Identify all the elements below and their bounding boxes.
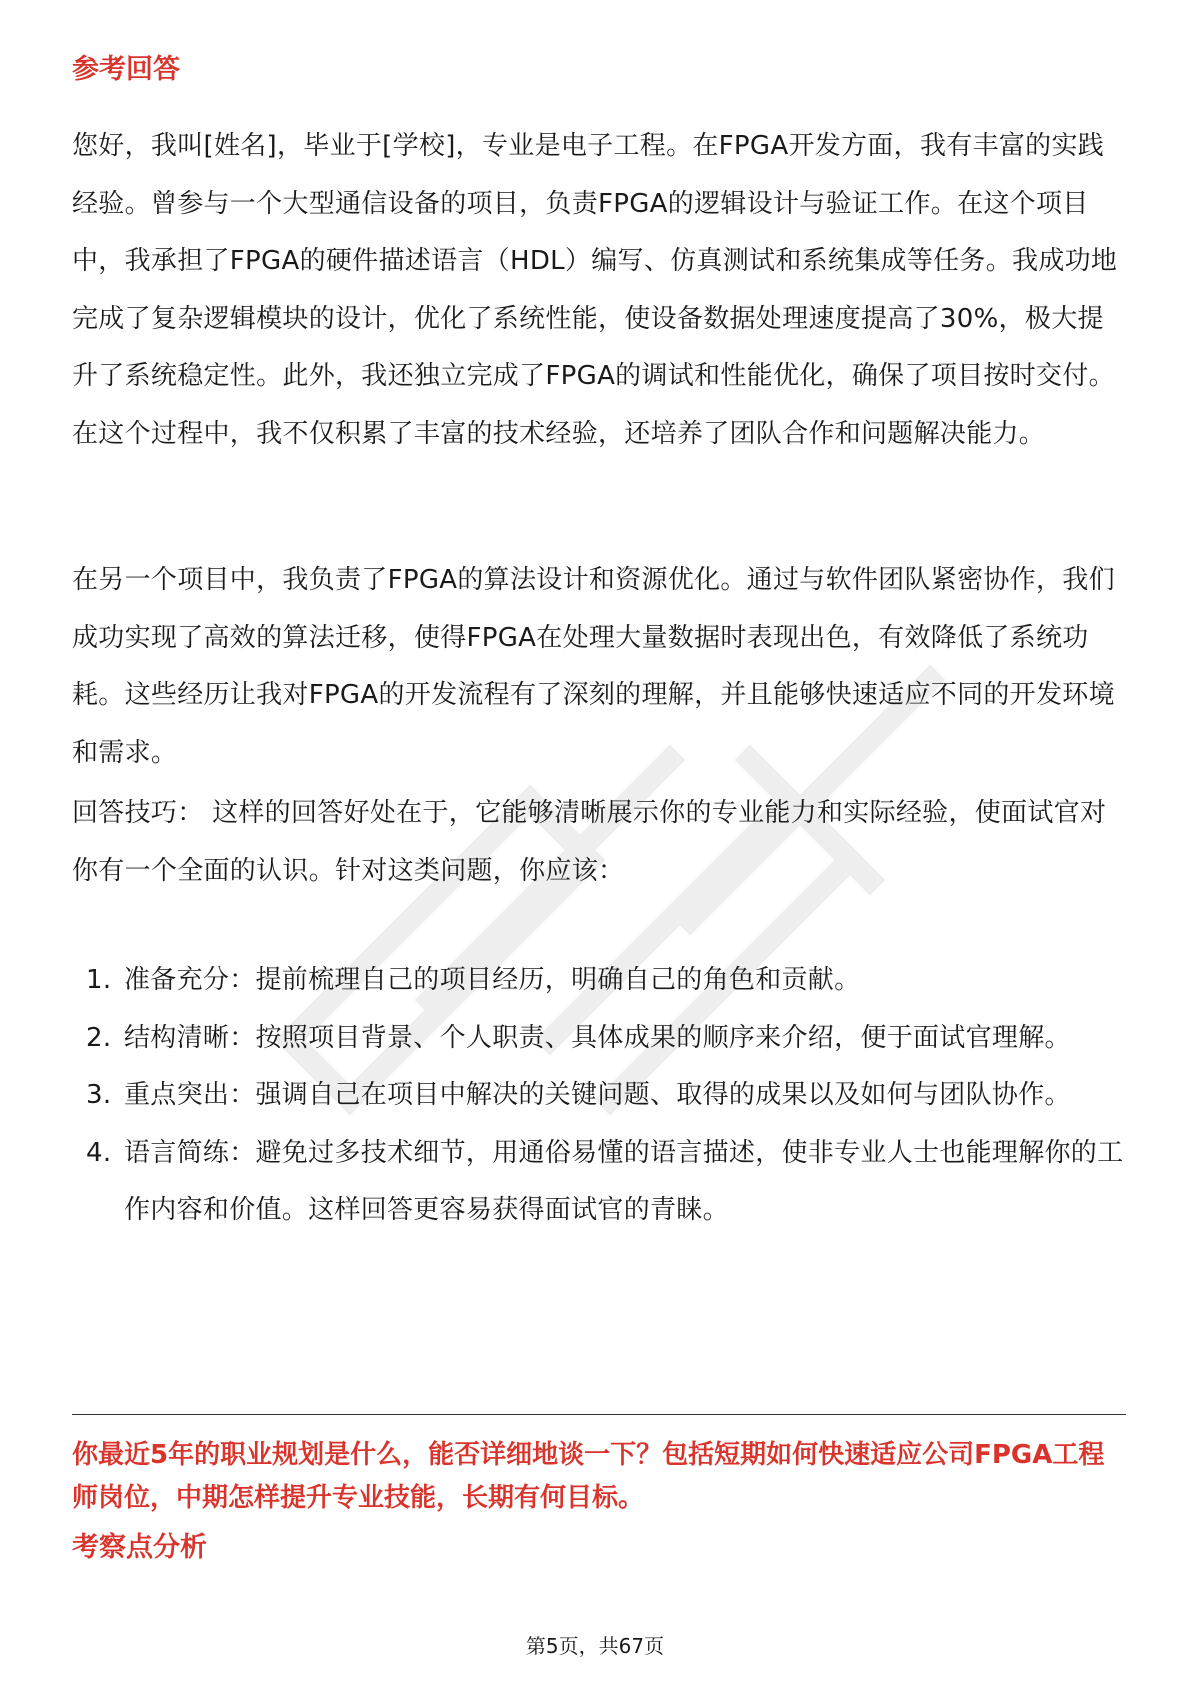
tip-text: 准备充分：提前梳理自己的项目经历，明确自己的角色和贡献。 — [124, 965, 861, 995]
section-divider — [72, 1414, 1126, 1415]
answer-paragraph-1: 您好，我叫[姓名]，毕业于[学校]，专业是电子工程。在FPGA开发方面，我有丰富的实践经验。曾参与一个大型通信设备的项目，负责FPGA的逻辑设计与验证工作。在这个项目中，我承担了FPGA的硬件描述语言（HDL）编写、仿真测试和系统集成等任务。我成功地完成了复杂逻辑模块的设计，优化了系统性能，使设备数据处理速度提高了30%，极大提升了系统稳定性。此外，我还独立完成了FPGA的调试和性能优化，确保了项目按时交付。在这个过程中，我不仅积累了丰富的技术经验，还培养了团队合作和问题解决能力。 — [72, 131, 1118, 449]
tip-text: 语言简练：避免过多技术细节，用通俗易懂的语言描述，使非专业人士也能理解你的工作内容和价值。这样回答更容易获得面试官的青睐。 — [124, 1137, 1124, 1225]
tip-number: 3. — [86, 1080, 112, 1110]
analysis-heading: 考察点分析 — [72, 1532, 207, 1563]
tips-list — [72, 952, 1126, 1240]
tip-number: 2. — [86, 1022, 112, 1053]
next-question: 你最近5年的职业规划是什么，能否详细地谈一下？包括短期如何快速适应公司FPGA工程师岗位，中期怎样提升专业技能，长期有何目标。 — [72, 1440, 1105, 1513]
tip-text: 结构清晰：按照项目背景、个人职责、具体成果的顺序来介绍，便于面试官理解。 — [124, 1022, 1071, 1053]
answer-tips-intro: 回答技巧： 这样的回答好处在于，它能够清晰展示你的专业能力和实际经验，使面试官对你有一个全面的认识。针对这类问题，你应该： — [72, 798, 1107, 886]
reference-answer-heading: 参考回答 — [72, 54, 180, 85]
tip-number: 4. — [86, 1137, 112, 1168]
tip-item — [72, 1125, 1126, 1240]
tip-number: 1. — [86, 965, 112, 995]
page-footer: 第5页，共67页 — [525, 1634, 665, 1658]
tip-item — [72, 1010, 1126, 1068]
tip-item — [72, 952, 1126, 1010]
document-page — [72, 0, 1126, 1684]
tip-text: 重点突出：强调自己在项目中解决的关键问题、取得的成果以及如何与团队协作。 — [124, 1080, 1071, 1110]
answer-paragraph-2: 在另一个项目中，我负责了FPGA的算法设计和资源优化。通过与软件团队紧密协作，我们成功实现了高效的算法迁移，使得FPGA在处理大量数据时表现出色，有效降低了系统功耗。这些经历让我对FPGA的开发流程有了深刻的理解，并且能够快速适应不同的开发环境和需求。 — [72, 565, 1115, 768]
tip-item — [72, 1067, 1126, 1125]
